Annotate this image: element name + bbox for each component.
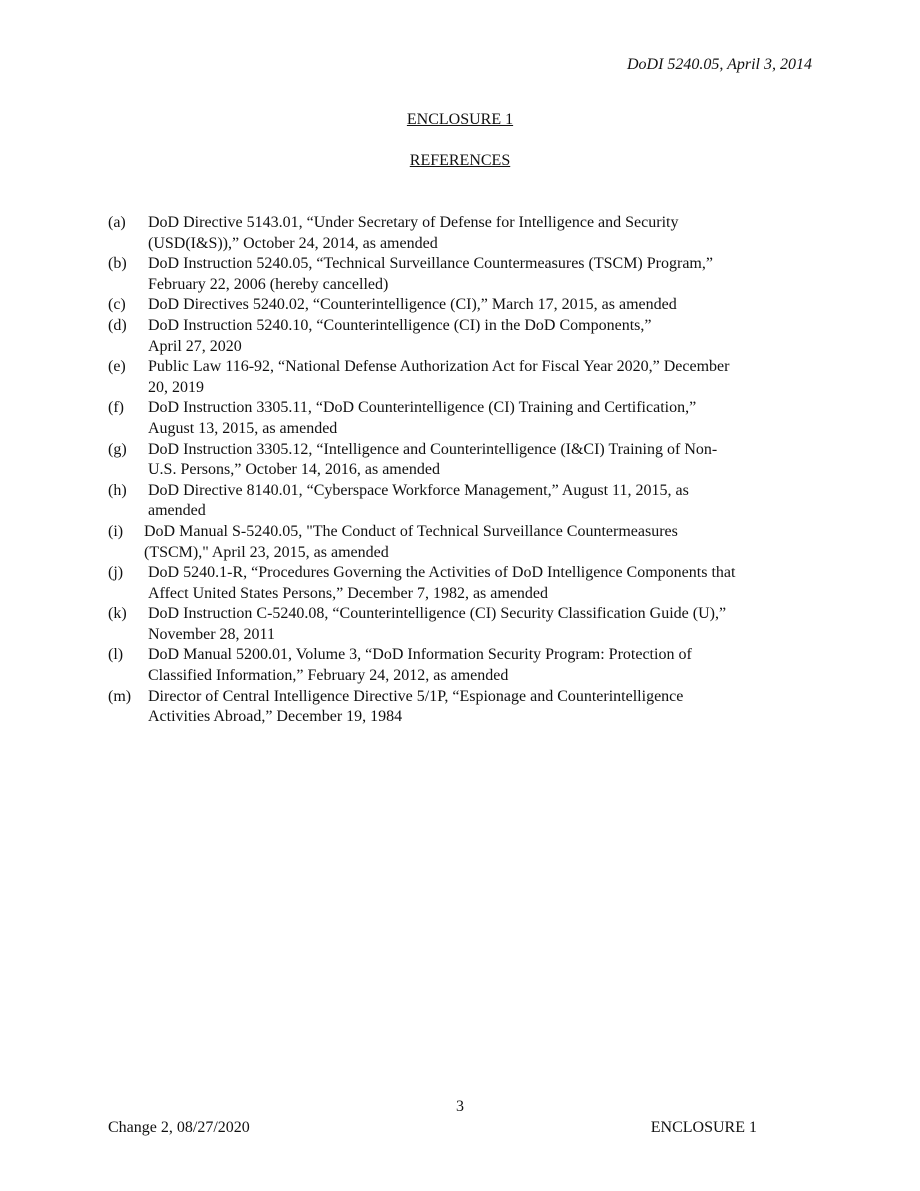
document-header: DoDI 5240.05, April 3, 2014	[626, 56, 812, 73]
reference-text: DoD Instruction C-5240.08, “Counterintelligence (CI) Security Classification Guide (U),” November 28, 2011	[148, 605, 727, 643]
reference-letter: (k)	[108, 605, 127, 623]
enclosure-title: ENCLOSURE 1	[406, 111, 514, 128]
reference-item-a	[108, 213, 818, 254]
references-title: REFERENCES	[409, 152, 511, 169]
reference-letter: (d)	[108, 316, 127, 334]
reference-item-j	[108, 563, 818, 604]
reference-item-c	[108, 295, 818, 316]
reference-letter: (h)	[108, 481, 127, 499]
footer-change-date: Change 2, 08/27/2020	[108, 1119, 250, 1136]
references-list	[108, 213, 818, 728]
reference-text: DoD 5240.1-R, “Procedures Governing the Activities of DoD Intelligence Components that Affect United States Persons,” December 7, 1982, as amended	[148, 564, 736, 602]
reference-item-f	[108, 398, 818, 439]
reference-text: DoD Directive 5143.01, “Under Secretary of Defense for Intelligence and Security (USD(I&S)),” October 24, 2014, as amended	[148, 214, 679, 252]
reference-item-g	[108, 440, 818, 481]
reference-letter: (i)	[108, 522, 124, 540]
reference-text: DoD Manual S-5240.05, "The Conduct of Technical Surveillance Countermeasures (TSCM)," April 23, 2015, as amended	[144, 522, 678, 561]
reference-text: DoD Instruction 3305.12, “Intelligence and Counterintelligence (I&CI) Training of Non- U.S. Persons,” October 14, 2016, as amended	[148, 440, 718, 479]
reference-text: DoD Manual 5200.01, Volume 3, “DoD Information Security Program: Protection of Classified Information,” February 24, 2012, as amended	[148, 646, 692, 685]
reference-item-b	[108, 254, 818, 295]
reference-item-k	[108, 604, 818, 645]
reference-text: Director of Central Intelligence Directive 5/1P, “Espionage and Counterintelligence Activities Abroad,” December 19, 1984	[148, 687, 684, 726]
reference-text: Public Law 116-92, “National Defense Authorization Act for Fiscal Year 2020,” December 20, 2019	[148, 358, 730, 396]
reference-letter: (j)	[108, 564, 124, 582]
reference-letter: (c)	[108, 296, 126, 314]
reference-letter: (m)	[108, 687, 132, 705]
reference-text: DoD Instruction 5240.10, “Counterintelligence (CI) in the DoD Components,” April 27, 2020	[148, 316, 652, 355]
reference-item-i	[108, 522, 818, 563]
reference-letter: (l)	[108, 646, 124, 664]
reference-letter: (f)	[108, 399, 124, 417]
reference-item-e	[108, 357, 818, 398]
page-number: 3	[456, 1098, 464, 1115]
reference-text: DoD Directive 8140.01, “Cyberspace Workforce Management,” August 11, 2015, as amended	[148, 481, 689, 520]
reference-text: DoD Instruction 5240.05, “Technical Surveillance Countermeasures (TSCM) Program,” February 22, 2006 (hereby cancelled)	[148, 255, 713, 293]
reference-letter: (g)	[108, 440, 127, 458]
reference-item-h	[108, 481, 818, 522]
reference-text: DoD Instruction 3305.11, “DoD Counterintelligence (CI) Training and Certification,” August 13, 2015, as amended	[148, 399, 697, 437]
reference-letter: (a)	[108, 214, 126, 231]
reference-item-m	[108, 687, 818, 728]
reference-item-l	[108, 645, 818, 686]
reference-letter: (e)	[108, 358, 126, 376]
reference-letter: (b)	[108, 255, 127, 273]
reference-item-d	[108, 316, 818, 357]
footer-enclosure: ENCLOSURE 1	[650, 1119, 757, 1136]
reference-text: DoD Directives 5240.02, “Counterintelligence (CI),” March 17, 2015, as amended	[148, 296, 677, 314]
